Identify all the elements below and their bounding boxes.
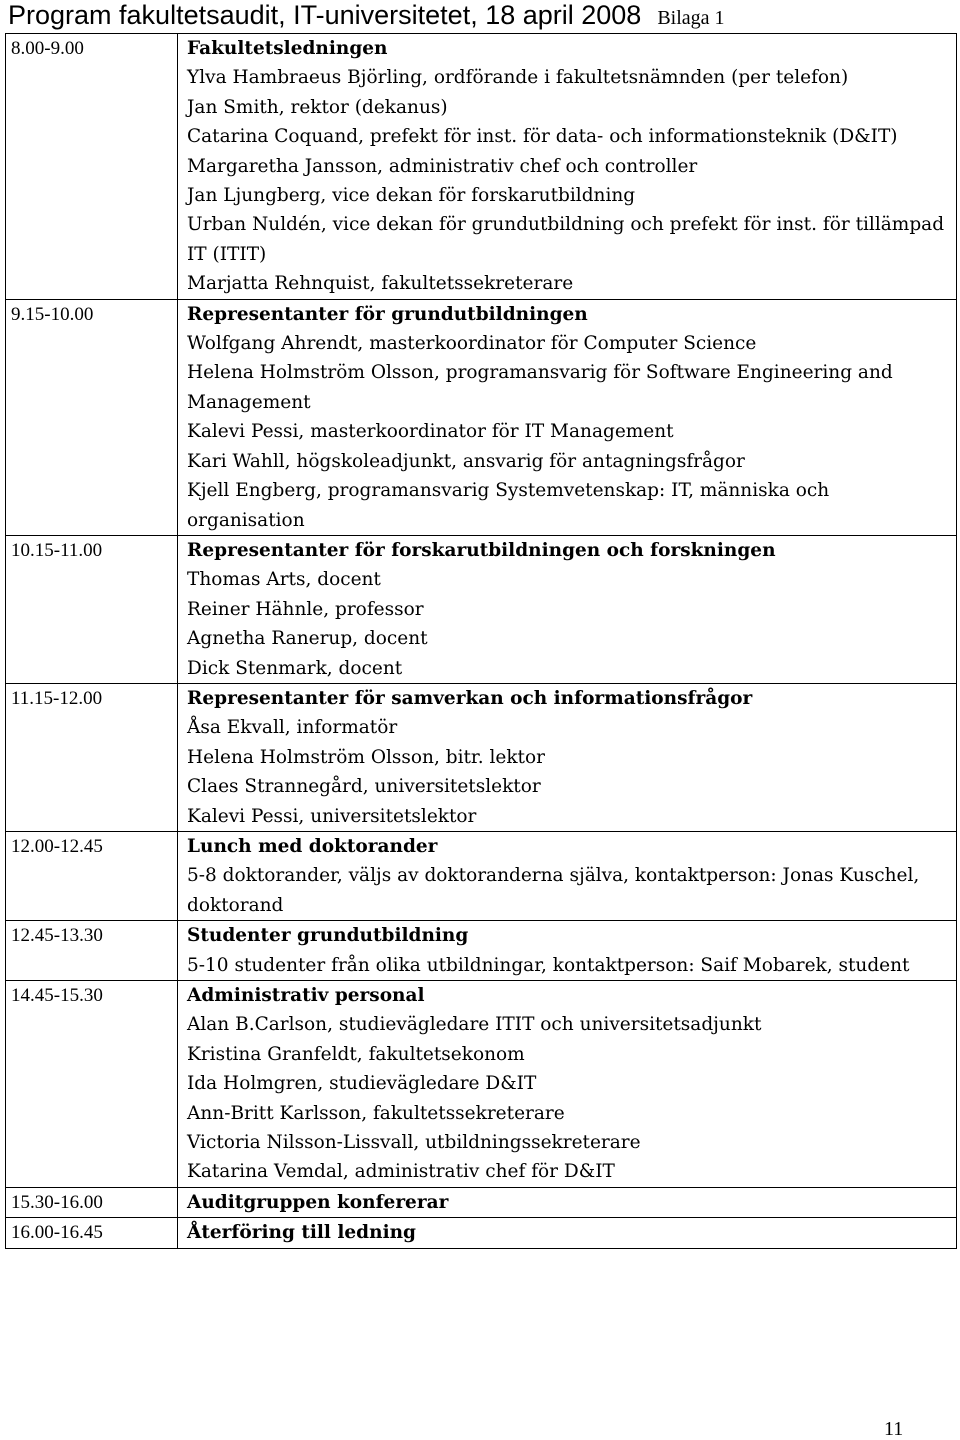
session-heading: Administrativ personal: [187, 985, 425, 1006]
session-details: [178, 299, 957, 535]
attendee-line: Katarina Vemdal, administrativ chef för D&IT: [187, 1161, 615, 1183]
attendee-line: Helena Holmström Olsson, programansvarig för Software Engineering and Management: [187, 362, 893, 413]
schedule-table: [5, 33, 957, 1249]
attendee-line: Wolfgang Ahrendt, masterkoordinator för Computer Science: [187, 333, 757, 355]
attendee-line: Victoria Nilsson-Lissvall, utbildningssekreterare: [187, 1132, 641, 1154]
schedule-row: [6, 831, 957, 920]
attendee-line: Kristina Granfeldt, fakultetsekonom: [187, 1043, 525, 1065]
time-slot: 9.15-10.00: [6, 299, 178, 535]
attendee-line: Kari Wahll, högskoleadjunkt, ansvarig för antagningsfrågor: [187, 450, 745, 472]
session-heading: Representanter för forskarutbildningen och forskningen: [187, 539, 776, 561]
session-heading: Fakultetsledningen: [187, 38, 388, 59]
attendee-line: Jan Ljungberg, vice dekan för forskarutbildning: [187, 185, 636, 207]
attendee-line: 5-8 doktorander, väljs av doktoranderna själva, kontaktperson: Jonas Kuschel, doktorand: [187, 865, 920, 916]
appendix-label: Bilaga 1: [657, 7, 725, 29]
schedule-row: [6, 981, 957, 1188]
time-slot: 14.45-15.30: [6, 981, 178, 1188]
attendee-line: Kalevi Pessi, universitetslektor: [187, 805, 477, 827]
session-heading: Representanter för samverkan och informationsfrågor: [187, 687, 753, 709]
schedule-row: [6, 299, 957, 535]
attendee-line: 5-10 studenter från olika utbildningar, kontaktperson: Saif Mobarek, student: [187, 954, 910, 976]
attendee-line: Ann-Britt Karlsson, fakultetssekreterare: [187, 1102, 565, 1124]
session-details: [178, 921, 957, 981]
document-title: Program fakultetsaudit, IT-universitetet, 18 april 2008: [8, 0, 642, 30]
schedule-row: [6, 34, 957, 300]
time-slot: 11.15-12.00: [6, 683, 178, 831]
attendee-line: Urban Nuldén, vice dekan för grundutbildning och prefekt för inst. för tillämpad IT (ITIT): [187, 214, 945, 265]
attendee-line: Jan Smith, rektor (dekanus): [187, 96, 448, 118]
time-slot: 8.00-9.00: [6, 34, 178, 300]
session-details: [178, 1218, 957, 1248]
schedule-row: [6, 535, 957, 683]
schedule-row: [6, 683, 957, 831]
page-header: [8, 0, 725, 34]
session-details: [178, 683, 957, 831]
session-heading: Återföring till ledning: [187, 1222, 416, 1244]
session-details: [178, 535, 957, 683]
schedule-row: [6, 1218, 957, 1248]
session-details: [178, 981, 957, 1188]
schedule-row: [6, 1187, 957, 1217]
attendee-line: Catarina Coquand, prefekt för inst. för data- och informationsteknik (D&IT): [187, 126, 898, 148]
session-details: [178, 34, 957, 300]
session-details: [178, 831, 957, 920]
attendee-line: Margaretha Jansson, administrativ chef och controller: [187, 155, 698, 177]
attendee-line: Åsa Ekvall, informatör: [187, 717, 398, 739]
session-heading: Representanter för grundutbildningen: [187, 303, 588, 325]
schedule-row: [6, 921, 957, 981]
session-heading: Studenter grundutbildning: [187, 925, 469, 947]
session-heading: Auditgruppen konfererar: [187, 1191, 449, 1213]
attendee-line: Reiner Hähnle, professor: [187, 598, 424, 620]
attendee-line: Kjell Engberg, programansvarig Systemvetenskap: IT, människa och organisation: [187, 480, 830, 531]
attendee-line: Marjatta Rehnquist, fakultetssekreterare: [187, 273, 574, 295]
time-slot: 12.00-12.45: [6, 831, 178, 920]
attendee-line: Alan B.Carlson, studievägledare ITIT och universitetsadjunkt: [187, 1014, 762, 1036]
page-number: 11: [884, 1418, 904, 1440]
attendee-line: Thomas Arts, docent: [187, 569, 381, 591]
attendee-line: Ylva Hambraeus Björling, ordförande i fakultetsnämnden (per telefon): [187, 67, 849, 89]
attendee-line: Dick Stenmark, docent: [187, 657, 403, 679]
time-slot: 10.15-11.00: [6, 535, 178, 683]
time-slot: 15.30-16.00: [6, 1187, 178, 1217]
time-slot: 16.00-16.45: [6, 1218, 178, 1248]
attendee-line: Kalevi Pessi, masterkoordinator för IT Management: [187, 421, 674, 443]
session-heading: Lunch med doktorander: [187, 835, 438, 857]
attendee-line: Helena Holmström Olsson, bitr. lektor: [187, 746, 545, 768]
time-slot: 12.45-13.30: [6, 921, 178, 981]
attendee-line: Agnetha Ranerup, docent: [187, 628, 428, 650]
attendee-line: Claes Strannegård, universitetslektor: [187, 776, 541, 798]
attendee-line: Ida Holmgren, studievägledare D&IT: [187, 1073, 537, 1095]
session-details: [178, 1187, 957, 1217]
